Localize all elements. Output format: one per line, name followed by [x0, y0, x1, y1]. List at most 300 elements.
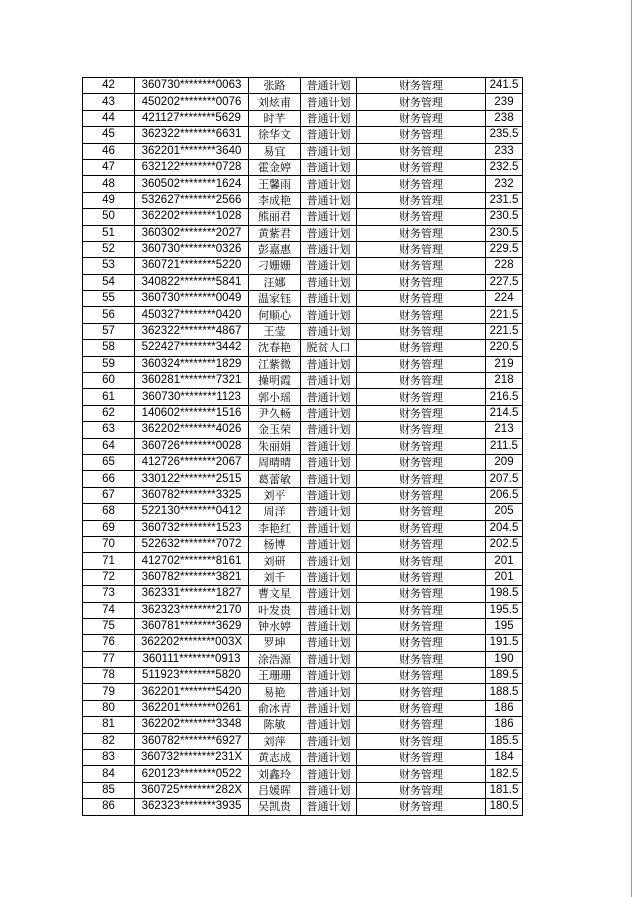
id-number-cell: 360324********1829 — [135, 356, 249, 372]
id-number-cell: 362202********003X — [135, 635, 249, 651]
student-name-cell: 刘鑫玲 — [249, 766, 301, 782]
score-cell: 202.5 — [486, 536, 523, 552]
table-row — [83, 94, 523, 110]
table-row — [83, 586, 523, 602]
major-cell: 财务管理 — [357, 438, 486, 454]
student-name-cell: 尹久畅 — [249, 405, 301, 421]
score-cell: 235.5 — [486, 127, 523, 143]
table-row — [83, 176, 523, 192]
major-cell: 财务管理 — [357, 307, 486, 323]
student-name-cell: 刘萍 — [249, 733, 301, 749]
row-number-cell: 46 — [83, 143, 135, 159]
major-cell: 财务管理 — [357, 750, 486, 766]
major-cell: 财务管理 — [357, 618, 486, 634]
row-number-cell: 73 — [83, 586, 135, 602]
plan-type-cell: 普通计划 — [301, 684, 357, 700]
plan-type-cell: 普通计划 — [301, 553, 357, 569]
id-number-cell: 360781********3629 — [135, 618, 249, 634]
student-name-cell: 时芊 — [249, 110, 301, 126]
table-row — [83, 209, 523, 225]
plan-type-cell: 普通计划 — [301, 241, 357, 257]
score-cell: 221.5 — [486, 323, 523, 339]
row-number-cell: 60 — [83, 373, 135, 389]
table-row — [83, 307, 523, 323]
id-number-cell: 330122********2515 — [135, 471, 249, 487]
score-cell: 221.5 — [486, 307, 523, 323]
table-row — [83, 340, 523, 356]
row-number-cell: 80 — [83, 700, 135, 716]
id-number-cell: 362202********3348 — [135, 717, 249, 733]
score-cell: 209 — [486, 454, 523, 470]
major-cell: 财务管理 — [357, 471, 486, 487]
score-cell: 191.5 — [486, 635, 523, 651]
major-cell: 财务管理 — [357, 340, 486, 356]
id-number-cell: 360732********231X — [135, 750, 249, 766]
plan-type-cell: 普通计划 — [301, 405, 357, 421]
row-number-cell: 58 — [83, 340, 135, 356]
plan-type-cell: 普通计划 — [301, 438, 357, 454]
id-number-cell: 360732********1523 — [135, 520, 249, 536]
id-number-cell: 360302********2027 — [135, 225, 249, 241]
row-number-cell: 68 — [83, 504, 135, 520]
id-number-cell: 360730********1123 — [135, 389, 249, 405]
row-number-cell: 71 — [83, 553, 135, 569]
table-row — [83, 323, 523, 339]
row-number-cell: 83 — [83, 750, 135, 766]
student-name-cell: 钟水婷 — [249, 618, 301, 634]
plan-type-cell: 普通计划 — [301, 356, 357, 372]
score-cell: 211.5 — [486, 438, 523, 454]
row-number-cell: 43 — [83, 94, 135, 110]
major-cell: 财务管理 — [357, 422, 486, 438]
major-cell: 财务管理 — [357, 536, 486, 552]
id-number-cell: 362323********2170 — [135, 602, 249, 618]
major-cell: 财务管理 — [357, 569, 486, 585]
plan-type-cell: 普通计划 — [301, 782, 357, 798]
table-row — [83, 110, 523, 126]
id-number-cell: 511923********5820 — [135, 668, 249, 684]
table-row — [83, 454, 523, 470]
score-cell: 189.5 — [486, 668, 523, 684]
row-number-cell: 69 — [83, 520, 135, 536]
student-name-cell: 刘研 — [249, 553, 301, 569]
id-number-cell: 362323********3935 — [135, 799, 249, 815]
table-row — [83, 438, 523, 454]
id-number-cell: 360730********0049 — [135, 291, 249, 307]
plan-type-cell: 普通计划 — [301, 389, 357, 405]
major-cell: 财务管理 — [357, 258, 486, 274]
plan-type-cell: 普通计划 — [301, 536, 357, 552]
table-row — [83, 422, 523, 438]
row-number-cell: 56 — [83, 307, 135, 323]
score-cell: 241.5 — [486, 78, 523, 94]
table-row — [83, 225, 523, 241]
plan-type-cell: 普通计划 — [301, 635, 357, 651]
plan-type-cell: 普通计划 — [301, 307, 357, 323]
score-cell: 181.5 — [486, 782, 523, 798]
plan-type-cell: 普通计划 — [301, 717, 357, 733]
row-number-cell: 75 — [83, 618, 135, 634]
score-cell: 186 — [486, 717, 523, 733]
id-number-cell: 412726********2067 — [135, 454, 249, 470]
plan-type-cell: 脱贫人口 — [301, 340, 357, 356]
plan-type-cell: 普通计划 — [301, 176, 357, 192]
score-cell: 188.5 — [486, 684, 523, 700]
table-row — [83, 274, 523, 290]
student-name-cell: 王馨雨 — [249, 176, 301, 192]
score-cell: 198.5 — [486, 586, 523, 602]
major-cell: 财务管理 — [357, 733, 486, 749]
student-name-cell: 俞冰青 — [249, 700, 301, 716]
row-number-cell: 79 — [83, 684, 135, 700]
plan-type-cell: 普通计划 — [301, 274, 357, 290]
id-number-cell: 360782********3325 — [135, 487, 249, 503]
row-number-cell: 48 — [83, 176, 135, 192]
score-cell: 201 — [486, 569, 523, 585]
major-cell: 财务管理 — [357, 225, 486, 241]
row-number-cell: 76 — [83, 635, 135, 651]
row-number-cell: 64 — [83, 438, 135, 454]
score-cell: 239 — [486, 94, 523, 110]
row-number-cell: 74 — [83, 602, 135, 618]
student-name-cell: 王珊珊 — [249, 668, 301, 684]
plan-type-cell: 普通计划 — [301, 799, 357, 815]
student-name-cell: 郭小瑶 — [249, 389, 301, 405]
major-cell: 财务管理 — [357, 389, 486, 405]
row-number-cell: 66 — [83, 471, 135, 487]
student-name-cell: 葛蕾敏 — [249, 471, 301, 487]
row-number-cell: 47 — [83, 159, 135, 175]
score-cell: 230.5 — [486, 225, 523, 241]
student-name-cell: 霍金婷 — [249, 159, 301, 175]
plan-type-cell: 普通计划 — [301, 159, 357, 175]
roster-body — [83, 78, 523, 816]
table-row — [83, 651, 523, 667]
row-number-cell: 72 — [83, 569, 135, 585]
row-number-cell: 78 — [83, 668, 135, 684]
plan-type-cell: 普通计划 — [301, 94, 357, 110]
row-number-cell: 45 — [83, 127, 135, 143]
score-cell: 207.5 — [486, 471, 523, 487]
id-number-cell: 140602********1516 — [135, 405, 249, 421]
major-cell: 财务管理 — [357, 520, 486, 536]
student-name-cell: 叶发贵 — [249, 602, 301, 618]
student-name-cell: 徐华文 — [249, 127, 301, 143]
table-row — [83, 143, 523, 159]
student-name-cell: 朱丽娟 — [249, 438, 301, 454]
row-number-cell: 70 — [83, 536, 135, 552]
major-cell: 财务管理 — [357, 143, 486, 159]
plan-type-cell: 普通计划 — [301, 422, 357, 438]
major-cell: 财务管理 — [357, 717, 486, 733]
score-cell: 180.5 — [486, 799, 523, 815]
table-row — [83, 717, 523, 733]
plan-type-cell: 普通计划 — [301, 700, 357, 716]
id-number-cell: 362322********4867 — [135, 323, 249, 339]
major-cell: 财务管理 — [357, 291, 486, 307]
table-row — [83, 405, 523, 421]
major-cell: 财务管理 — [357, 78, 486, 94]
table-row — [83, 520, 523, 536]
row-number-cell: 54 — [83, 274, 135, 290]
student-name-cell: 操明霞 — [249, 373, 301, 389]
row-number-cell: 50 — [83, 209, 135, 225]
student-name-cell: 汪娜 — [249, 274, 301, 290]
plan-type-cell: 普通计划 — [301, 520, 357, 536]
student-name-cell: 黄紫君 — [249, 225, 301, 241]
table-row — [83, 192, 523, 208]
major-cell: 财务管理 — [357, 766, 486, 782]
id-number-cell: 412702********8161 — [135, 553, 249, 569]
id-number-cell: 522427********3442 — [135, 340, 249, 356]
id-number-cell: 450202********0076 — [135, 94, 249, 110]
student-name-cell: 罗坤 — [249, 635, 301, 651]
major-cell: 财务管理 — [357, 668, 486, 684]
table-row — [83, 258, 523, 274]
table-row — [83, 618, 523, 634]
major-cell: 财务管理 — [357, 635, 486, 651]
student-name-cell: 李艳红 — [249, 520, 301, 536]
plan-type-cell: 普通计划 — [301, 143, 357, 159]
score-cell: 185.5 — [486, 733, 523, 749]
plan-type-cell: 普通计划 — [301, 487, 357, 503]
plan-type-cell: 普通计划 — [301, 454, 357, 470]
major-cell: 财务管理 — [357, 602, 486, 618]
id-number-cell: 362201********3640 — [135, 143, 249, 159]
plan-type-cell: 普通计划 — [301, 471, 357, 487]
score-cell: 213 — [486, 422, 523, 438]
major-cell: 财务管理 — [357, 356, 486, 372]
table-row — [83, 127, 523, 143]
student-name-cell: 周晴晴 — [249, 454, 301, 470]
score-cell: 227.5 — [486, 274, 523, 290]
score-cell: 230.5 — [486, 209, 523, 225]
student-name-cell: 陈敏 — [249, 717, 301, 733]
student-name-cell: 易艳 — [249, 684, 301, 700]
id-number-cell: 421127********5629 — [135, 110, 249, 126]
major-cell: 财务管理 — [357, 504, 486, 520]
table-row — [83, 799, 523, 815]
major-cell: 财务管理 — [357, 127, 486, 143]
row-number-cell: 59 — [83, 356, 135, 372]
student-name-cell: 熊丽君 — [249, 209, 301, 225]
student-name-cell: 曹文星 — [249, 586, 301, 602]
major-cell: 财务管理 — [357, 553, 486, 569]
id-number-cell: 362202********4026 — [135, 422, 249, 438]
table-row — [83, 750, 523, 766]
score-cell: 201 — [486, 553, 523, 569]
plan-type-cell: 普通计划 — [301, 602, 357, 618]
major-cell: 财务管理 — [357, 373, 486, 389]
id-number-cell: 362201********5420 — [135, 684, 249, 700]
id-number-cell: 360281********7321 — [135, 373, 249, 389]
row-number-cell: 52 — [83, 241, 135, 257]
student-name-cell: 沈春艳 — [249, 340, 301, 356]
score-cell: 190 — [486, 651, 523, 667]
student-name-cell: 刘炫甫 — [249, 94, 301, 110]
table-row — [83, 700, 523, 716]
plan-type-cell: 普通计划 — [301, 618, 357, 634]
table-row — [83, 241, 523, 257]
student-name-cell: 李成艳 — [249, 192, 301, 208]
id-number-cell: 522632********7072 — [135, 536, 249, 552]
id-number-cell: 360726********0028 — [135, 438, 249, 454]
score-cell: 220.5 — [486, 340, 523, 356]
id-number-cell: 632122********0728 — [135, 159, 249, 175]
row-number-cell: 62 — [83, 405, 135, 421]
row-number-cell: 44 — [83, 110, 135, 126]
major-cell: 财务管理 — [357, 487, 486, 503]
plan-type-cell: 普通计划 — [301, 373, 357, 389]
score-cell: 233 — [486, 143, 523, 159]
score-cell: 186 — [486, 700, 523, 716]
student-name-cell: 黄志成 — [249, 750, 301, 766]
student-name-cell: 杨博 — [249, 536, 301, 552]
table-row — [83, 782, 523, 798]
score-cell: 214.5 — [486, 405, 523, 421]
student-name-cell: 金玉荣 — [249, 422, 301, 438]
plan-type-cell: 普通计划 — [301, 569, 357, 585]
major-cell: 财务管理 — [357, 176, 486, 192]
score-cell: 238 — [486, 110, 523, 126]
student-name-cell: 吴凯贵 — [249, 799, 301, 815]
page-edge-line — [631, 0, 632, 897]
row-number-cell: 53 — [83, 258, 135, 274]
plan-type-cell: 普通计划 — [301, 127, 357, 143]
plan-type-cell: 普通计划 — [301, 750, 357, 766]
student-name-cell: 何顺心 — [249, 307, 301, 323]
plan-type-cell: 普通计划 — [301, 209, 357, 225]
row-number-cell: 84 — [83, 766, 135, 782]
student-name-cell: 易宜 — [249, 143, 301, 159]
table-row — [83, 536, 523, 552]
score-cell: 204.5 — [486, 520, 523, 536]
table-row — [83, 471, 523, 487]
major-cell: 财务管理 — [357, 192, 486, 208]
plan-type-cell: 普通计划 — [301, 110, 357, 126]
table-row — [83, 389, 523, 405]
admission-roster-table — [82, 77, 523, 816]
id-number-cell: 532627********2566 — [135, 192, 249, 208]
student-name-cell: 王莹 — [249, 323, 301, 339]
plan-type-cell: 普通计划 — [301, 586, 357, 602]
score-cell: 195 — [486, 618, 523, 634]
major-cell: 财务管理 — [357, 241, 486, 257]
row-number-cell: 85 — [83, 782, 135, 798]
table-row — [83, 553, 523, 569]
table-row — [83, 373, 523, 389]
id-number-cell: 362201********0261 — [135, 700, 249, 716]
student-name-cell: 涂浩源 — [249, 651, 301, 667]
major-cell: 财务管理 — [357, 651, 486, 667]
plan-type-cell: 普通计划 — [301, 651, 357, 667]
score-cell: 205 — [486, 504, 523, 520]
table-row — [83, 504, 523, 520]
major-cell: 财务管理 — [357, 684, 486, 700]
id-number-cell: 522130********0412 — [135, 504, 249, 520]
id-number-cell: 362202********1028 — [135, 209, 249, 225]
id-number-cell: 360730********0063 — [135, 78, 249, 94]
plan-type-cell: 普通计划 — [301, 225, 357, 241]
major-cell: 财务管理 — [357, 782, 486, 798]
score-cell: 232.5 — [486, 159, 523, 175]
id-number-cell: 360782********6927 — [135, 733, 249, 749]
table-row — [83, 602, 523, 618]
table-row — [83, 487, 523, 503]
student-name-cell: 江紫微 — [249, 356, 301, 372]
plan-type-cell: 普通计划 — [301, 668, 357, 684]
major-cell: 财务管理 — [357, 209, 486, 225]
table-row — [83, 356, 523, 372]
row-number-cell: 67 — [83, 487, 135, 503]
row-number-cell: 61 — [83, 389, 135, 405]
row-number-cell: 49 — [83, 192, 135, 208]
row-number-cell: 86 — [83, 799, 135, 815]
major-cell: 财务管理 — [357, 405, 486, 421]
major-cell: 财务管理 — [357, 274, 486, 290]
row-number-cell: 63 — [83, 422, 135, 438]
plan-type-cell: 普通计划 — [301, 733, 357, 749]
id-number-cell: 360502********1624 — [135, 176, 249, 192]
major-cell: 财务管理 — [357, 159, 486, 175]
row-number-cell: 51 — [83, 225, 135, 241]
table-row — [83, 668, 523, 684]
id-number-cell: 360730********0326 — [135, 241, 249, 257]
student-name-cell: 张路 — [249, 78, 301, 94]
table-row — [83, 291, 523, 307]
student-name-cell: 刘千 — [249, 569, 301, 585]
student-name-cell: 刁姗姗 — [249, 258, 301, 274]
score-cell: 182.5 — [486, 766, 523, 782]
score-cell: 219 — [486, 356, 523, 372]
id-number-cell: 620123********0522 — [135, 766, 249, 782]
table-row — [83, 159, 523, 175]
table-row — [83, 733, 523, 749]
row-number-cell: 77 — [83, 651, 135, 667]
score-cell: 224 — [486, 291, 523, 307]
major-cell: 财务管理 — [357, 586, 486, 602]
score-cell: 216.5 — [486, 389, 523, 405]
plan-type-cell: 普通计划 — [301, 258, 357, 274]
plan-type-cell: 普通计划 — [301, 291, 357, 307]
row-number-cell: 82 — [83, 733, 135, 749]
student-name-cell: 吕媛晖 — [249, 782, 301, 798]
score-cell: 231.5 — [486, 192, 523, 208]
major-cell: 财务管理 — [357, 454, 486, 470]
table-row — [83, 766, 523, 782]
id-number-cell: 360725********282X — [135, 782, 249, 798]
score-cell: 228 — [486, 258, 523, 274]
score-cell: 195.5 — [486, 602, 523, 618]
plan-type-cell: 普通计划 — [301, 192, 357, 208]
id-number-cell: 360782********3821 — [135, 569, 249, 585]
plan-type-cell: 普通计划 — [301, 78, 357, 94]
score-cell: 184 — [486, 750, 523, 766]
major-cell: 财务管理 — [357, 94, 486, 110]
id-number-cell: 360721********5220 — [135, 258, 249, 274]
score-cell: 232 — [486, 176, 523, 192]
plan-type-cell: 普通计划 — [301, 504, 357, 520]
student-name-cell: 彭嘉惠 — [249, 241, 301, 257]
id-number-cell: 340822********5841 — [135, 274, 249, 290]
major-cell: 财务管理 — [357, 323, 486, 339]
student-name-cell: 周洋 — [249, 504, 301, 520]
score-cell: 206.5 — [486, 487, 523, 503]
student-name-cell: 温家钰 — [249, 291, 301, 307]
student-name-cell: 刘平 — [249, 487, 301, 503]
row-number-cell: 65 — [83, 454, 135, 470]
major-cell: 财务管理 — [357, 110, 486, 126]
